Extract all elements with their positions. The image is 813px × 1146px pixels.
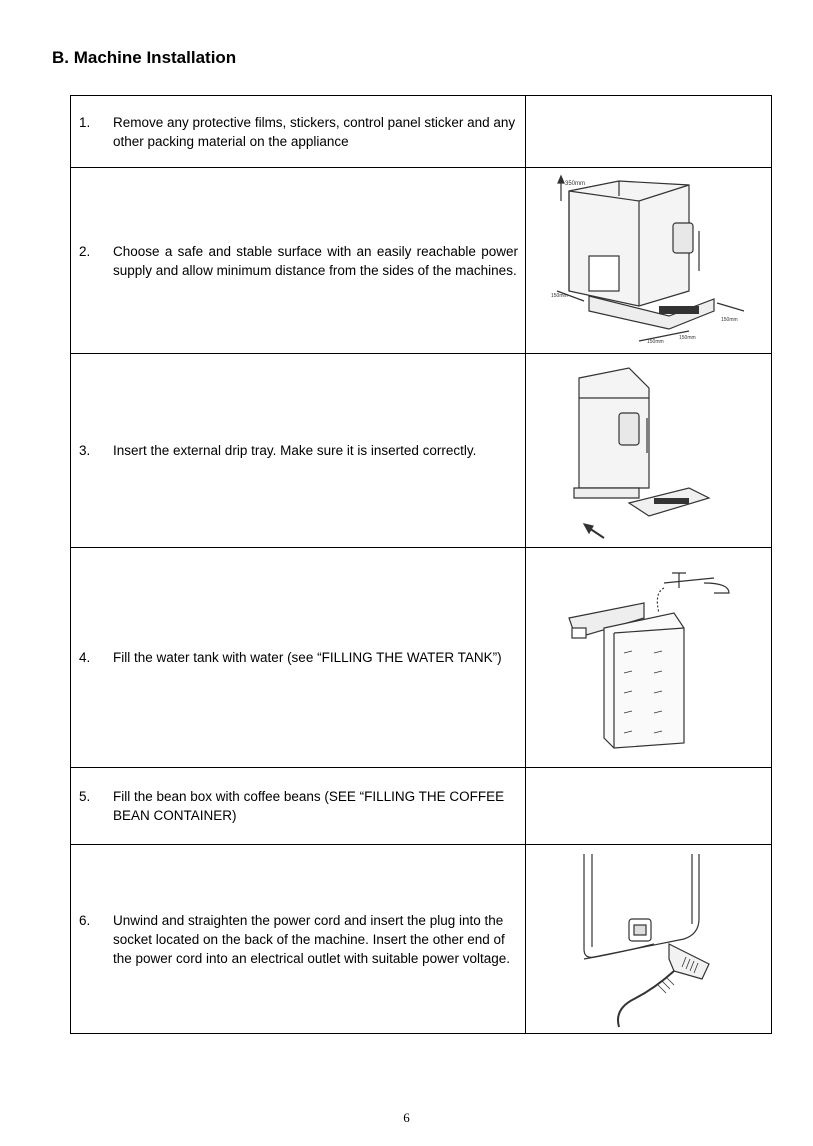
label-top: 350mm <box>564 180 585 187</box>
water-tank-illustration <box>564 558 734 758</box>
installation-steps-table <box>70 95 772 1034</box>
machine-clearance-illustration <box>549 171 749 351</box>
table-row <box>71 96 772 168</box>
clearance-arrow-right <box>717 303 744 311</box>
step-text: Insert the external drip tray. Make sure it is inserted correctly. <box>113 443 477 458</box>
step-number: 6. <box>79 912 91 928</box>
table-row <box>71 354 772 548</box>
empty-image-cell <box>526 96 772 168</box>
empty-image-cell <box>526 768 772 845</box>
table-row <box>71 768 772 845</box>
step-number: 1. <box>79 114 91 130</box>
step-number: 4. <box>79 650 91 665</box>
label-front-right: 150mm <box>678 334 696 341</box>
label-front-left: 150mm <box>646 338 664 345</box>
drip-tray-illustration <box>569 358 729 544</box>
table-row <box>71 548 772 768</box>
step-number: 3. <box>79 443 91 458</box>
step-text: Remove any protective films, stickers, control panel sticker and any other packing material on the appliance <box>113 114 516 149</box>
page-number: 6 <box>403 1110 410 1125</box>
table-row <box>71 168 772 354</box>
step-text: Unwind and straighten the power cord and insert the plug into the socket located on the back of the machine. Insert the other end of the power cord into an electrical outlet with suitable power voltage. <box>113 912 510 966</box>
power-cord-illustration <box>574 849 724 1029</box>
step-text: Fill the water tank with water (see “FILLING THE WATER TANK”) <box>113 650 502 665</box>
step-text: Fill the bean box with coffee beans (SEE “FILLING THE COFFEE BEAN CONTAINER) <box>113 789 505 823</box>
label-right: 150mm <box>720 316 738 323</box>
label-left: 150mm <box>550 292 568 299</box>
section-heading: B. Machine Installation <box>52 48 237 67</box>
table-row <box>71 845 772 1034</box>
step-number: 5. <box>79 789 91 804</box>
step-text: Choose a safe and stable surface with an easily reachable power supply and allow minimum distance from the sides of the machines. <box>113 243 518 278</box>
step-number: 2. <box>79 243 91 259</box>
